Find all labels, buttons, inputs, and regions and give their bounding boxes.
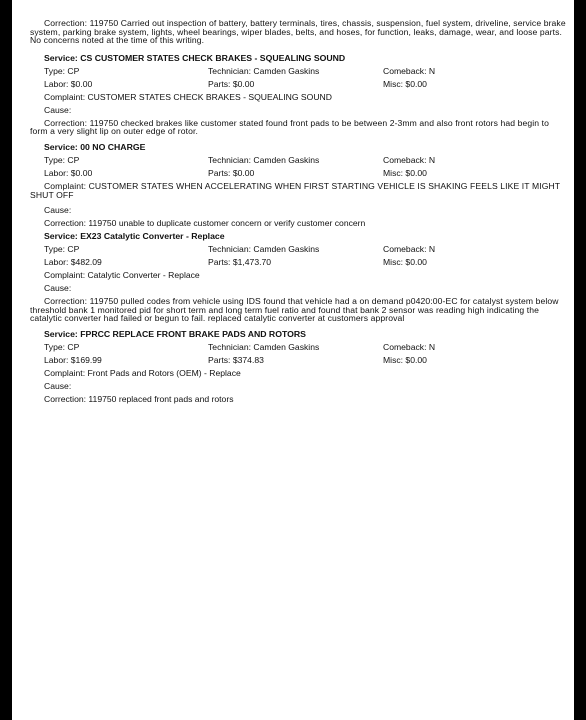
complaint-text: Complaint: Catalytic Converter - Replace [44,270,200,281]
cause-text: Cause: [44,283,72,294]
document-page [12,0,574,720]
misc-field: Misc: $0.00 [383,78,427,89]
complaint-text: Complaint: Front Pads and Rotors (OEM) - Replace [44,367,241,378]
service-info-row [30,243,568,256]
complaint-text: Complaint: CUSTOMER STATES WHEN ACCELERATING WHEN FIRST STARTING VEHICLE IS SHAKING FEELS LIKE IT MIGHT SHUT OFF [30,180,560,200]
technician-field: Technician: Camden Gaskins [208,65,320,76]
misc-field: Misc: $0.00 [383,354,427,365]
service-title: Service: FPRCC REPLACE FRONT BRAKE PADS AND ROTORS [44,328,306,339]
service-block [30,52,568,136]
service-block [30,328,568,406]
comeback-field: Comeback: N [383,65,436,76]
correction-text: Correction: 119750 unable to duplicate customer concern or verify customer concern [44,218,366,229]
service-info-row [30,341,568,354]
type-field: Type: CP [44,244,80,255]
type-field: Type: CP [44,341,80,352]
cause-text: Cause: [44,380,72,391]
misc-field: Misc: $0.00 [383,167,427,178]
service-cost-row [30,354,568,367]
comeback-field: Comeback: N [383,341,436,352]
correction-text: Correction: 119750 checked brakes like customer stated found front pads to be between 2-3mm and also front rotors had begin to form a very slight lip on outer edge of rotor. [30,117,549,137]
labor-field: Labor: $0.00 [44,78,93,89]
labor-field: Labor: $0.00 [44,167,93,178]
comeback-field: Comeback: N [383,154,436,165]
technician-field: Technician: Camden Gaskins [208,341,320,352]
repair-order-content [30,19,568,406]
complaint-text: Complaint: CUSTOMER STATES CHECK BRAKES - SQUEALING SOUND [44,91,332,102]
type-field: Type: CP [44,154,80,165]
service-title: Service: 00 NO CHARGE [44,141,146,152]
labor-field: Labor: $169.99 [44,354,102,365]
cause-text: Cause: [44,104,72,115]
comeback-field: Comeback: N [383,244,436,255]
service-info-row [30,154,568,167]
service-cost-row [30,167,568,180]
parts-field: Parts: $1,473.70 [208,257,272,268]
service-title: Service: CS CUSTOMER STATES CHECK BRAKES - SQUEALING SOUND [44,52,346,63]
misc-field: Misc: $0.00 [383,257,427,268]
service-block [30,141,568,230]
service-cost-row [30,78,568,91]
correction-text: Correction: 119750 replaced front pads and rotors [44,393,234,404]
parts-field: Parts: $0.00 [208,78,255,89]
type-field: Type: CP [44,65,80,76]
service-block [30,230,568,323]
service-cost-row [30,256,568,269]
technician-field: Technician: Camden Gaskins [208,154,320,165]
cause-text: Cause: [44,205,72,216]
correction-text: Correction: 119750 pulled codes from vehicle using IDS found that vehicle had a on demand p0420:00-EC for catalyst system below threshold bank 1 monitored pid for short term and long term fuel ratio and found that bank 2 sensor was reading high indicating the catalytic converter had failed or begun to fail. replaced catalytic converter at customers approval [30,296,559,324]
labor-field: Labor: $482.09 [44,257,102,268]
parts-field: Parts: $374.83 [208,354,264,365]
service-title: Service: EX23 Catalytic Converter - Replace [44,231,225,242]
technician-field: Technician: Camden Gaskins [208,244,320,255]
parts-field: Parts: $0.00 [208,167,255,178]
service-info-row [30,65,568,78]
inspection-correction: Correction: 119750 Carried out inspection of battery, battery terminals, tires, chassis, suspension, fuel system, driveline, service brake system, parking brake system, lights, wheel bearings, wiper blades, belts, and hoses, for function, leaks, damage, wear, and loose parts. No concerns noted at the time of this writing. [30,18,566,46]
